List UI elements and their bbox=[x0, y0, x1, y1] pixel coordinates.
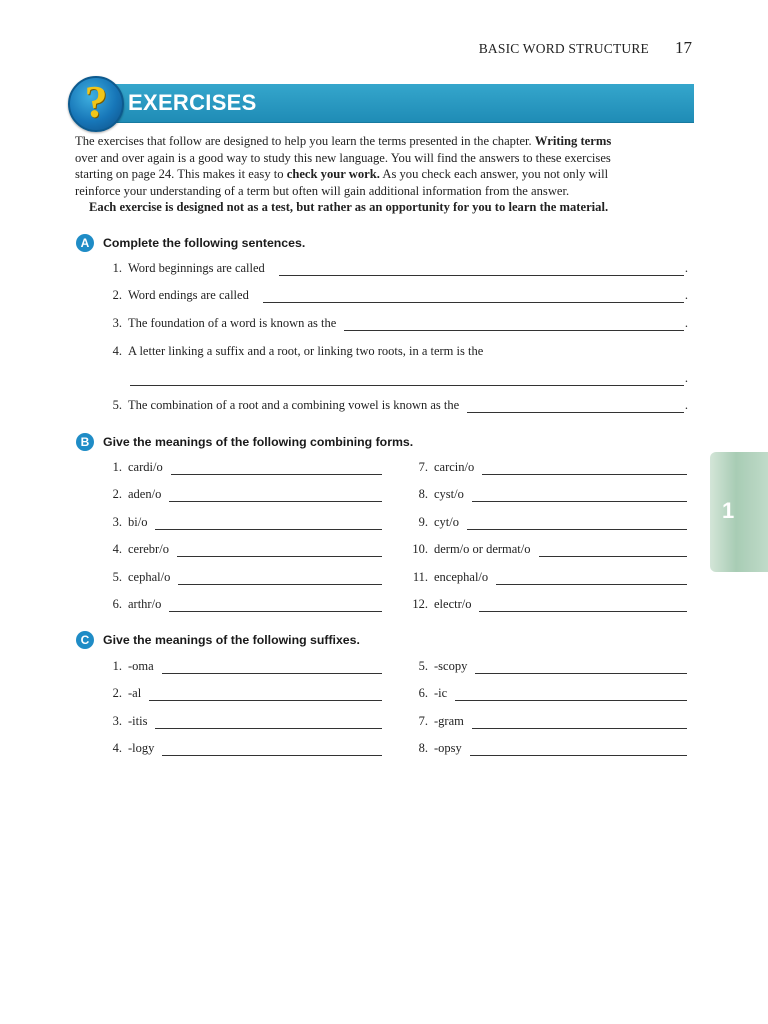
list-item bbox=[404, 741, 687, 756]
answer-blank[interactable] bbox=[539, 545, 688, 557]
item-term: electr/o bbox=[434, 597, 472, 611]
item-term: -opsy bbox=[434, 741, 462, 756]
answer-blank[interactable] bbox=[279, 264, 684, 276]
item-number: 10. bbox=[412, 542, 428, 557]
answer-blank[interactable] bbox=[162, 744, 382, 756]
list-item bbox=[404, 659, 687, 674]
item-number: 7. bbox=[418, 713, 428, 728]
item-number: 8. bbox=[418, 741, 428, 756]
item-term: cyt/o bbox=[434, 514, 459, 529]
answer-blank[interactable] bbox=[178, 573, 382, 585]
list-item bbox=[108, 714, 382, 729]
section-c-icon: C bbox=[76, 631, 94, 649]
section-a-title: Complete the following sentences. bbox=[103, 236, 306, 250]
intro-paragraph bbox=[75, 133, 695, 216]
answer-blank[interactable] bbox=[162, 662, 382, 674]
item-number: 6. bbox=[112, 597, 122, 611]
item-number: 4. bbox=[112, 741, 122, 756]
list-item bbox=[108, 659, 382, 674]
item-term: carcin/o bbox=[434, 460, 475, 474]
list-item bbox=[404, 714, 687, 729]
intro-emphasis: check your work. bbox=[286, 167, 380, 181]
item-term: cephal/o bbox=[128, 569, 171, 584]
section-c-title: Give the meanings of the following suffixes. bbox=[103, 633, 360, 647]
item-number: 3. bbox=[112, 514, 122, 529]
answer-blank[interactable] bbox=[496, 573, 687, 585]
item-number: 7. bbox=[418, 460, 428, 474]
item-term: aden/o bbox=[128, 487, 162, 502]
item-term: cardi/o bbox=[128, 460, 163, 474]
answer-blank[interactable] bbox=[467, 401, 684, 413]
answer-blank[interactable] bbox=[155, 518, 382, 530]
question-mark-icon: ? bbox=[68, 76, 124, 132]
item-number: 9. bbox=[418, 514, 428, 529]
chapter-tab bbox=[710, 452, 768, 572]
list-item bbox=[404, 515, 687, 530]
item-number: 2. bbox=[112, 487, 122, 502]
item-number: 2. bbox=[112, 686, 122, 701]
intro-bold-statement: Each exercise is designed not as a test, but rather as an opportunity for you to learn the material. bbox=[89, 200, 609, 214]
list-item bbox=[108, 487, 382, 502]
item-term: -al bbox=[128, 686, 142, 701]
list-item bbox=[108, 460, 382, 475]
list-item bbox=[108, 597, 382, 612]
intro-text: As you check each answer, you not only will bbox=[379, 167, 609, 181]
item-number: 5. bbox=[418, 659, 428, 673]
item-term: cyst/o bbox=[434, 487, 464, 502]
item-term: -oma bbox=[128, 659, 154, 673]
intro-text: starting on page 24. This makes it easy to bbox=[75, 167, 287, 181]
running-head-title: BASIC WORD STRUCTURE bbox=[478, 41, 649, 56]
list-item bbox=[404, 487, 687, 502]
item-term: encephal/o bbox=[434, 569, 489, 584]
answer-blank[interactable] bbox=[479, 600, 687, 612]
list-item bbox=[108, 570, 382, 585]
list-item bbox=[404, 570, 687, 585]
answer-blank[interactable] bbox=[344, 319, 684, 331]
list-item bbox=[404, 686, 687, 701]
section-c-heading bbox=[76, 631, 360, 649]
item-term: -logy bbox=[128, 741, 155, 756]
list-item bbox=[404, 597, 687, 612]
section-b-icon: B bbox=[76, 433, 94, 451]
item-number: 3. bbox=[112, 713, 122, 728]
item-number: 11. bbox=[412, 569, 428, 584]
answer-blank[interactable] bbox=[149, 689, 382, 701]
item-term: derm/o or dermat/o bbox=[434, 542, 531, 557]
list-item bbox=[108, 542, 382, 557]
item-term: arthr/o bbox=[128, 597, 162, 611]
item-number: 8. bbox=[418, 487, 428, 502]
list-item: 5. The combination of a root and a combining vowel is known as the . bbox=[112, 398, 688, 412]
page-number: 17 bbox=[675, 38, 692, 57]
answer-blank[interactable] bbox=[263, 291, 684, 303]
answer-blank[interactable] bbox=[455, 689, 687, 701]
list-item bbox=[108, 686, 382, 701]
item-number: 1. bbox=[112, 460, 122, 474]
section-b-heading bbox=[76, 433, 413, 451]
section-a-heading bbox=[76, 234, 305, 252]
list-item-continuation: . bbox=[130, 371, 688, 386]
item-number: 1. bbox=[112, 659, 122, 673]
banner-title: EXERCISES bbox=[128, 90, 257, 115]
item-term: -scopy bbox=[434, 659, 468, 673]
chapter-tab-label: 1 bbox=[722, 498, 735, 523]
list-item bbox=[108, 741, 382, 756]
answer-blank[interactable] bbox=[155, 717, 382, 729]
intro-text: over and over again is a good way to study this new language. You will find the answers to these exercises bbox=[75, 150, 611, 165]
item-term: -ic bbox=[434, 686, 448, 701]
item-number: 4. bbox=[112, 542, 122, 557]
list-item bbox=[404, 460, 687, 475]
intro-emphasis: Writing terms bbox=[534, 134, 612, 148]
intro-text: reinforce your understanding of a term but often will gain additional information from the answer. bbox=[75, 183, 570, 198]
section-a-icon: A bbox=[76, 234, 94, 252]
answer-blank[interactable] bbox=[472, 717, 687, 729]
item-term: cerebr/o bbox=[128, 542, 169, 557]
answer-blank[interactable] bbox=[169, 490, 382, 502]
list-item: 3. The foundation of a word is known as the . bbox=[112, 316, 688, 330]
answer-blank[interactable] bbox=[470, 744, 687, 756]
item-term: -itis bbox=[128, 713, 148, 728]
item-number: 6. bbox=[418, 686, 428, 701]
section-b-title: Give the meanings of the following combining forms. bbox=[103, 435, 414, 449]
item-number: 5. bbox=[112, 569, 122, 584]
answer-blank[interactable] bbox=[169, 600, 382, 612]
answer-blank[interactable] bbox=[475, 662, 687, 674]
exercises-banner bbox=[96, 84, 694, 123]
list-item bbox=[404, 542, 687, 557]
answer-blank[interactable] bbox=[472, 490, 687, 502]
answer-blank[interactable] bbox=[482, 463, 687, 475]
answer-blank[interactable] bbox=[171, 463, 382, 475]
answer-blank[interactable] bbox=[177, 545, 382, 557]
answer-blank[interactable] bbox=[130, 374, 684, 386]
intro-text: The exercises that follow are designed to help you learn the terms presented in the chapter. bbox=[75, 134, 535, 148]
item-number: 12. bbox=[412, 597, 428, 611]
item-term: -gram bbox=[434, 713, 464, 728]
list-item: 4. A letter linking a suffix and a root, or linking two roots, in a term is the bbox=[112, 344, 484, 358]
item-term: bi/o bbox=[128, 514, 148, 529]
list-item bbox=[108, 515, 382, 530]
list-item: 1. Word beginnings are called . bbox=[112, 261, 688, 275]
answer-blank[interactable] bbox=[467, 518, 687, 530]
list-item: 2. Word endings are called . bbox=[112, 288, 688, 302]
running-head bbox=[479, 38, 692, 58]
